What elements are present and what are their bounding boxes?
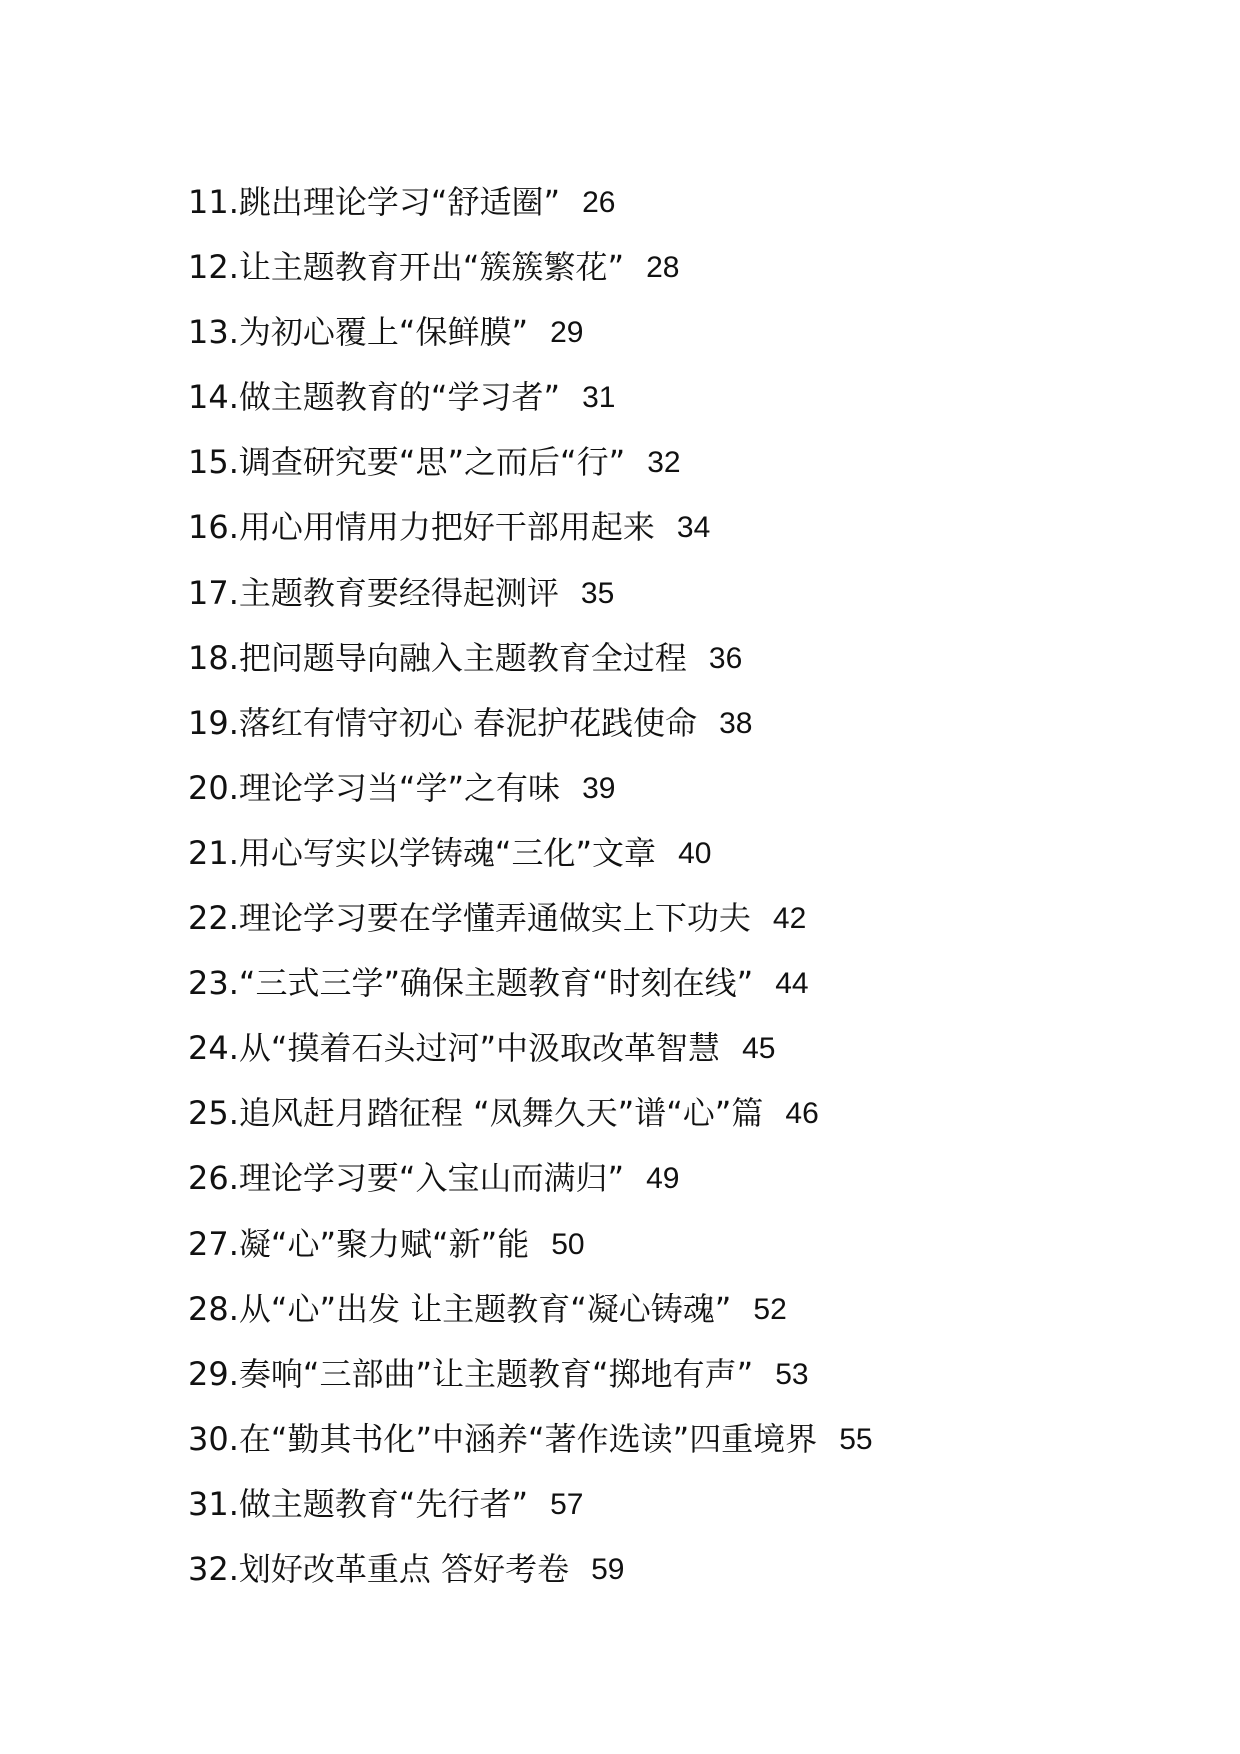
toc-entry	[188, 300, 1168, 365]
toc-entry-page: 28	[646, 251, 680, 285]
toc-entry-page: 31	[582, 381, 616, 415]
toc-entry	[188, 1212, 1168, 1277]
toc-entry-title: 13.为初心覆上“保鲜膜”	[188, 313, 529, 352]
toc-entry	[188, 1146, 1168, 1211]
toc-entry	[188, 1081, 1168, 1146]
toc-entry-title: 16.用心用情用力把好干部用起来	[188, 508, 655, 547]
toc-entry-page: 42	[772, 902, 807, 936]
toc-entry-page: 50	[551, 1227, 585, 1261]
toc-entry-page: 57	[550, 1487, 584, 1521]
toc-entry-page: 55	[839, 1422, 873, 1456]
toc-entry-page: 39	[582, 771, 616, 805]
toc-entry-title: 22.理论学习要在学懂弄通做实上下功夫	[188, 899, 751, 938]
toc-entry	[188, 1016, 1168, 1081]
toc-entry	[188, 626, 1168, 691]
toc-entry-title: 27.凝“心”聚力赋“新”能	[188, 1224, 530, 1263]
toc-entry	[188, 1537, 1168, 1602]
toc-entry-page: 29	[550, 316, 584, 350]
toc-entry-page: 52	[753, 1292, 787, 1326]
toc-entry	[188, 1277, 1168, 1342]
toc-entry	[188, 365, 1168, 430]
table-of-contents	[188, 170, 1168, 1602]
toc-entry	[188, 951, 1168, 1016]
toc-entry	[188, 1472, 1168, 1537]
toc-entry	[188, 821, 1168, 886]
toc-entry-title: 23.“三式三学”确保主题教育“时刻在线”	[188, 964, 754, 1003]
toc-entry-title: 21.用心写实以学铸魂“三化”文章	[188, 833, 657, 872]
toc-entry-title: 31.做主题教育“先行者”	[188, 1484, 529, 1523]
toc-entry-page: 26	[582, 186, 616, 219]
toc-entry-page: 45	[742, 1032, 776, 1066]
toc-entry-page: 53	[775, 1357, 809, 1391]
toc-entry-title: 26.理论学习要“入宝山而满归”	[188, 1159, 625, 1198]
toc-entry	[188, 756, 1168, 821]
toc-entry-page: 59	[591, 1552, 625, 1586]
toc-entry-page: 34	[676, 511, 711, 545]
toc-entry	[188, 561, 1168, 626]
toc-entry-title: 17.主题教育要经得起测评	[188, 573, 559, 612]
toc-entry-page: 46	[785, 1097, 819, 1131]
toc-entry-title: 19.落红有情守初心 春泥护花践使命	[188, 703, 698, 742]
toc-entry	[188, 235, 1168, 300]
toc-entry-title: 11.跳出理论学习“舒适圈”	[188, 183, 561, 221]
toc-entry-title: 12.让主题教育开出“簇簇繁花”	[188, 248, 625, 287]
toc-entry-title: 24.从“摸着石头过河”中汲取改革智慧	[188, 1029, 721, 1068]
toc-entry-page: 32	[647, 446, 681, 480]
toc-entry	[188, 1407, 1168, 1472]
toc-entry	[188, 886, 1168, 951]
toc-entry-title: 32.划好改革重点 答好考卷	[188, 1549, 570, 1588]
toc-entry-page: 35	[580, 576, 615, 610]
toc-entry-title: 20.理论学习当“学”之有味	[188, 768, 561, 807]
toc-entry-page: 40	[678, 836, 712, 870]
toc-entry	[188, 1342, 1168, 1407]
toc-entry-title: 14.做主题教育的“学习者”	[188, 378, 561, 417]
toc-entry-title: 25.追风赶月踏征程 “凤舞久天”谱“心”篇	[188, 1094, 764, 1133]
toc-entry	[188, 430, 1168, 495]
toc-entry-title: 30.在“勤其书化”中涵养“著作选读”四重境界	[188, 1419, 818, 1458]
toc-entry-title: 15.调查研究要“思”之而后“行”	[188, 443, 626, 482]
toc-entry-page: 44	[775, 967, 809, 1001]
toc-entry-title: 29.奏响“三部曲”让主题教育“掷地有声”	[188, 1354, 754, 1393]
toc-entry-page: 38	[719, 706, 753, 740]
toc-entry-page: 49	[646, 1162, 680, 1196]
toc-entry-title: 18.把问题导向融入主题教育全过程	[188, 638, 687, 677]
toc-entry	[188, 691, 1168, 756]
toc-entry-page: 36	[708, 641, 743, 675]
toc-entry-title: 28.从“心”出发 让主题教育“凝心铸魂”	[188, 1289, 732, 1328]
toc-entry	[188, 170, 1168, 235]
toc-entry	[188, 495, 1168, 560]
